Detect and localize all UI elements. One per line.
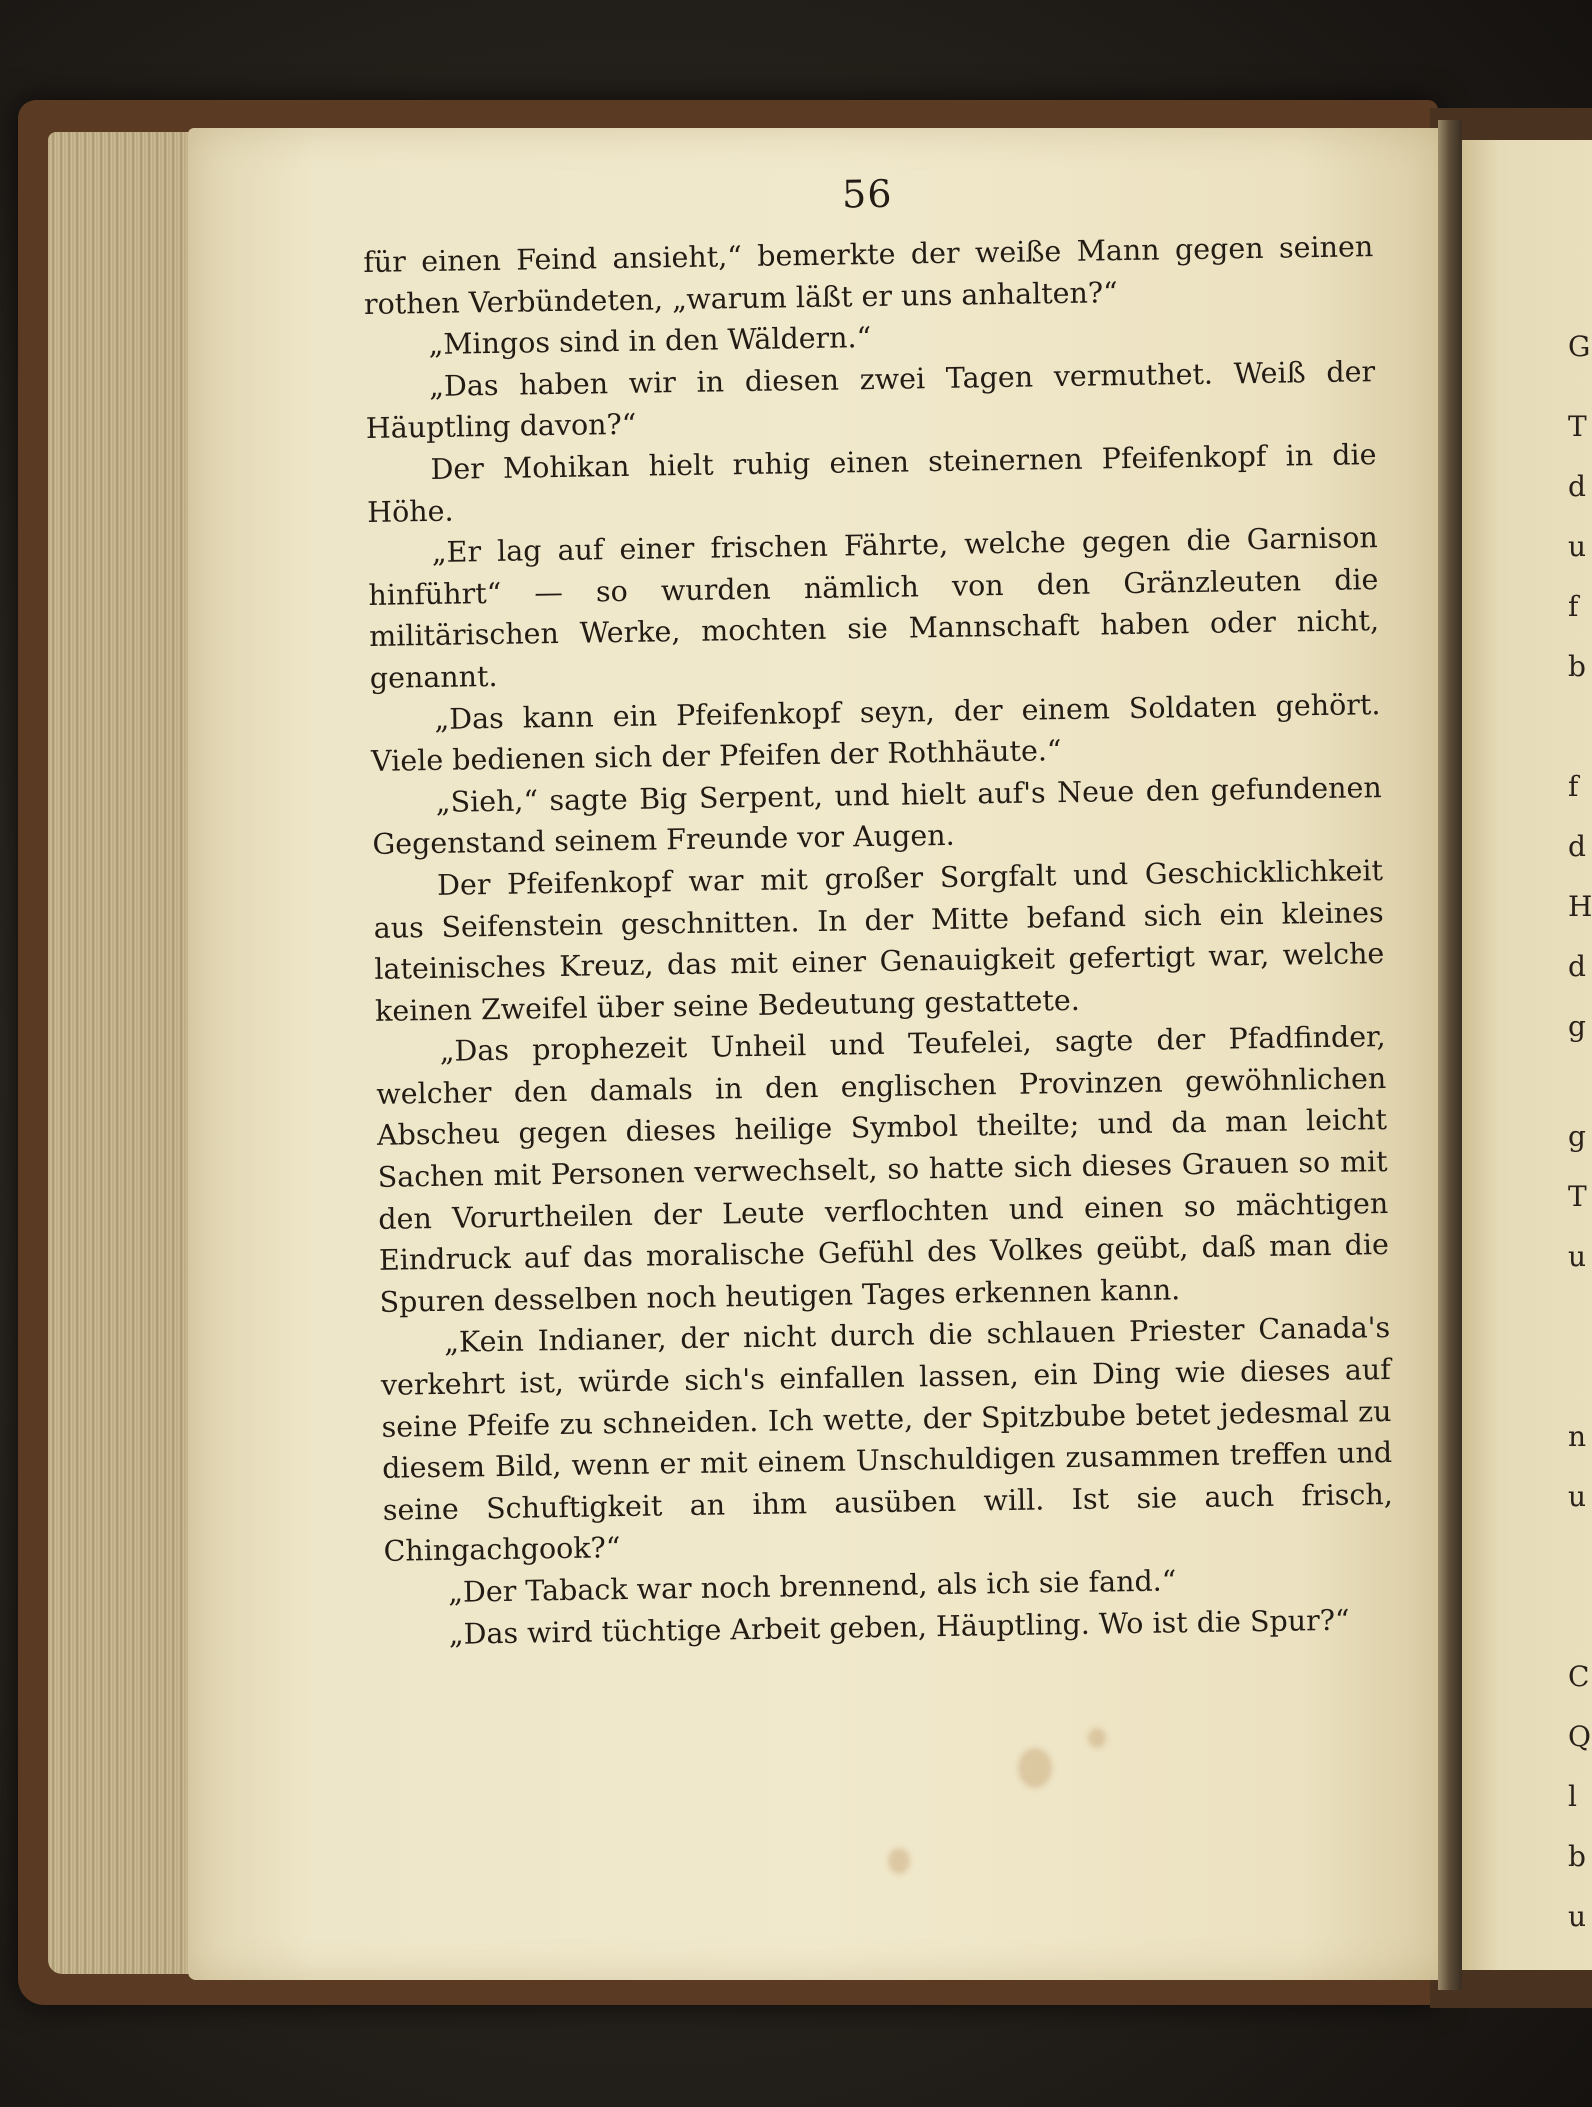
facing-page-letter: H	[1568, 890, 1592, 923]
paragraph: „Das kann ein Pfeifenkopf seyn, der einem Soldaten gehört. Viele bedienen sich der Pfeifen der Rothhäute.“	[370, 687, 1381, 779]
page-text	[362, 164, 1395, 1656]
paragraph: Der Pfeifenkopf war mit großer Sorgfalt und Geschicklichkeit aus Seifenstein geschnitten. In der Mitte befand sich ein kleines lateinisches Kreuz, das mit einer Genauigkeit gefertigt war, welche keinen Zweifel über seine Bedeutung gestattete.	[373, 853, 1385, 1028]
paragraph: „Kein Indianer, der nicht durch die schlauen Priester Canada's verkehrt ist, würde sich's einfallen lassen, ein Ding wie dieses auf seine Pfeife zu schneiden. Ich wette, der Spitzbube betet jedesmal zu diesem Bild, wenn er mit einem Unschuldigen zusammen treffen und seine Schuftigkeit an ihm ausüben will. Ist sie auch frisch, Chingachgook?“	[380, 1311, 1394, 1569]
facing-page-letter: Q	[1568, 1720, 1591, 1753]
paragraph: „Er lag auf einer frischen Fährte, welche gegen die Garnison hinführt“ — so wurden nämlich von den Gränzleuten die militärischen Werke, mochten sie Mannschaft haben oder nicht, genannt.	[368, 521, 1380, 695]
facing-page-letter: n	[1568, 1420, 1587, 1453]
facing-page-letter: d	[1568, 470, 1586, 503]
facing-page-letter: G	[1568, 330, 1591, 363]
facing-page-letter: l	[1568, 1780, 1577, 1813]
facing-page-letter: g	[1568, 1010, 1586, 1043]
paragraph: Der Mohikan hielt ruhig einen steinernen Pfeifenkopf in die Höhe.	[366, 438, 1377, 529]
paragraph: „Der Taback war noch brennend, als ich sie fand.“	[447, 1564, 1177, 1609]
paragraphs	[363, 226, 1395, 1656]
facing-page-letter: b	[1568, 1840, 1586, 1873]
facing-page-letter: d	[1568, 950, 1586, 983]
page-stain	[888, 1848, 910, 1874]
facing-page-letter: C	[1568, 1660, 1590, 1693]
paragraph: „Das haben wir in diesen zwei Tagen vermuthet. Weiß der Häuptling davon?“	[365, 354, 1376, 446]
book-gutter	[1438, 120, 1462, 1990]
facing-page-letter: u	[1568, 1480, 1587, 1513]
page-number: 56	[841, 171, 893, 217]
paragraph: „Das prophezeit Unheil und Teufelei, sagte der Pfadfinder, welcher den damals in den englischen Provinzen gewöhnlichen Abscheu gegen dieses heilige Symbol theilte; und da man leicht Sachen mit Personen verwechselt, so hatte sich dieses Grauen so mit den Vorurtheilen der Leute verflochten und einen so mächtigen Eindruck auf das moralische Gefühl des Volkes geübt, daß man die Spuren desselben noch heutigen Tages erkennen kann.	[376, 1020, 1390, 1319]
facing-page-letter: u	[1568, 1900, 1587, 1933]
page-stain	[1088, 1728, 1106, 1748]
paragraph: für einen Feind ansieht,“ bemerkte der weiße Mann gegen seinen rothen Verbündeten, „warum läßt er uns anhalten?“	[363, 230, 1374, 321]
page-edges	[48, 132, 208, 1974]
facing-page-letter: f	[1568, 590, 1579, 623]
facing-page-letter: T	[1568, 410, 1587, 443]
facing-page-letter: T	[1568, 1180, 1587, 1213]
page-stain	[1018, 1748, 1052, 1788]
paragraph: „Sieh,“ sagte Big Serpent, und hielt auf's Neue den gefundenen Gegenstand seinem Freunde vor Augen.	[372, 770, 1382, 862]
facing-page-letter: b	[1568, 650, 1586, 683]
facing-page-letter: g	[1568, 1120, 1586, 1153]
facing-page-letter: f	[1568, 770, 1579, 803]
paragraph: „Mingos sind in den Wäldern.“	[428, 321, 872, 362]
paragraph: „Das wird tüchtige Arbeit geben, Häuptling. Wo ist die Spur?“	[448, 1603, 1350, 1651]
facing-page-letter: d	[1568, 830, 1586, 863]
facing-page-letter: u	[1568, 1240, 1587, 1273]
facing-page-letter: u	[1568, 530, 1587, 563]
